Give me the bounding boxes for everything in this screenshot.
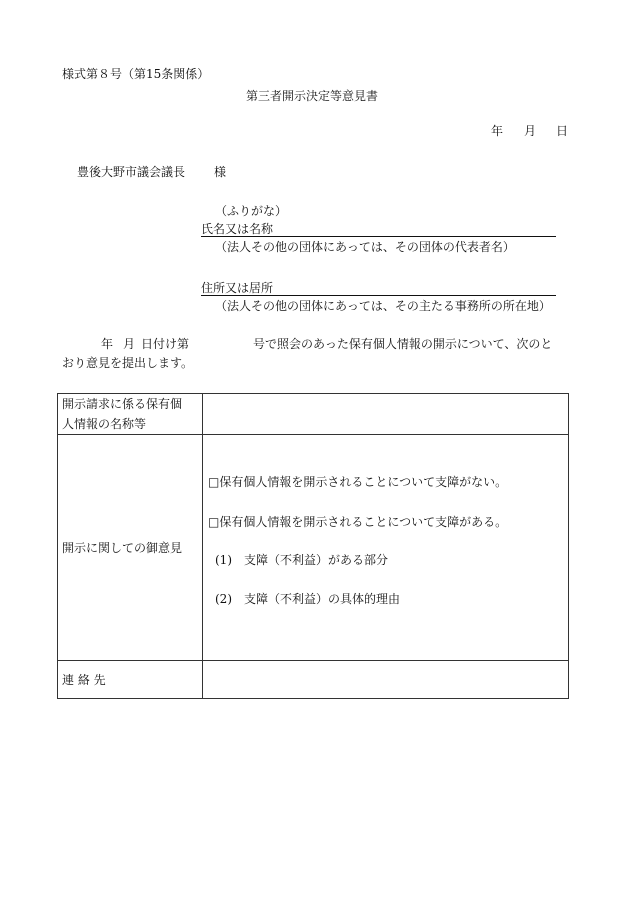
table-row-opinion bbox=[58, 435, 569, 661]
body-year: 年 bbox=[101, 337, 114, 351]
name-label: 氏名又は名称 bbox=[201, 222, 274, 236]
date-day: 日 bbox=[556, 124, 569, 138]
furigana-label: （ふりがな） bbox=[215, 204, 288, 218]
table-row-contact bbox=[58, 661, 569, 699]
option-hindrance-checkbox[interactable]: □保有個人情報を開示されることについて支障がある。 bbox=[208, 515, 508, 529]
opinion-label-cell bbox=[58, 435, 203, 661]
contact-label: 連 絡 先 bbox=[62, 672, 106, 687]
body-line1-rest: 号で照会のあった保有個人情報の開示について、次のと bbox=[253, 337, 553, 351]
opinion-label: 開示に関しての御意見 bbox=[62, 540, 183, 555]
contact-label-cell bbox=[58, 661, 203, 699]
hindrance-part-item: (1) 支障（不利益）がある部分 bbox=[215, 553, 388, 567]
table-row-info-name bbox=[58, 394, 569, 435]
option-no-hindrance-checkbox[interactable]: □保有個人情報を開示されることについて支障がない。 bbox=[208, 475, 508, 489]
address-label: 住所又は居所 bbox=[201, 281, 274, 295]
name-note: （法人その他の団体にあっては、その団体の代表者名） bbox=[215, 240, 515, 254]
contact-value-cell[interactable] bbox=[203, 661, 569, 699]
name-underline bbox=[201, 236, 556, 237]
opinion-table bbox=[57, 393, 569, 699]
body-line2: おり意見を提出します。 bbox=[62, 356, 194, 370]
info-name-label-a: 開示請求に係る保有個 bbox=[62, 397, 183, 411]
address-underline bbox=[201, 295, 556, 296]
info-name-label-cell bbox=[58, 394, 203, 435]
date-year: 年 bbox=[491, 124, 504, 138]
info-name-value-cell[interactable] bbox=[203, 394, 569, 435]
addressee-honorific: 様 bbox=[214, 165, 227, 179]
document-title: 第三者開示決定等意見書 bbox=[246, 89, 379, 103]
address-note: （法人その他の団体にあっては、その主たる事務所の所在地） bbox=[215, 299, 551, 313]
body-day-ref: 日付け第 bbox=[141, 337, 190, 351]
info-name-label-b: 人情報の名称等 bbox=[62, 417, 147, 431]
form-number: 様式第８号（第15条関係） bbox=[62, 67, 210, 81]
addressee-name: 豊後大野市議会議長 bbox=[77, 165, 186, 179]
date-month: 月 bbox=[524, 124, 537, 138]
opinion-value-cell bbox=[203, 435, 569, 661]
body-month: 月 bbox=[123, 337, 136, 351]
hindrance-reason-item: (2) 支障（不利益）の具体的理由 bbox=[215, 592, 400, 606]
